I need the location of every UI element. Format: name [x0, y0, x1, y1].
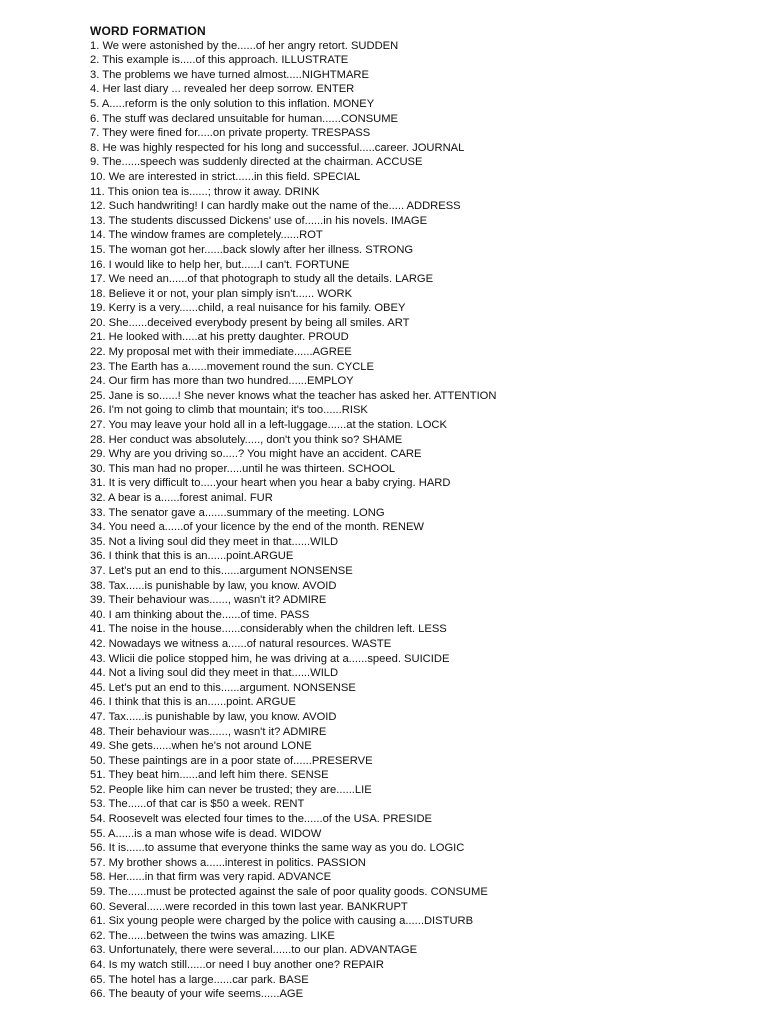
exercise-item: 32. A bear is a......forest animal. FUR — [90, 492, 273, 504]
exercise-item: 22. My proposal met with their immediate......AGREE — [90, 346, 352, 359]
exercise-item: 52. People like him can never be trusted; they are......LIE — [90, 783, 372, 796]
exercise-item: 54. Roosevelt was elected four times to the......of the USA. PRESIDE — [90, 813, 432, 826]
exercise-item: 5. A.....reform is the only solution to this inflation. MONEY — [90, 97, 375, 110]
exercise-item: 43. Wlicii die police stopped him, he was driving at a......speed. SUICIDE — [90, 652, 450, 665]
exercise-item: 1. We were astonished by the......of her angry retort. SUDDEN — [90, 39, 399, 52]
page-title: WORD FORMATION — [90, 24, 206, 38]
exercise-item: 18. Believe it or not, your plan simply isn't...... WORK — [90, 287, 353, 300]
exercise-item: 45. Let's put an end to this......argument. NONSENSE — [90, 681, 356, 694]
exercise-item: 37. Let's put an end to this......argument NONSENSE — [90, 564, 353, 577]
exercise-item: 40. I am thinking about the......of time. PASS — [90, 608, 310, 621]
exercise-item: 58. Her......in that firm was very rapid. ADVANCE — [90, 871, 332, 884]
exercise-item: 16. I would like to help her, but......I can't. FORTUNE — [90, 258, 350, 271]
exercise-item: 3. The problems we have turned almost.....NIGHTMARE — [90, 68, 369, 81]
exercise-item: 21. He looked with.....at his pretty daughter. PROUD — [90, 331, 349, 344]
exercise-item: 53. The......of that car is $50 a week. RENT — [90, 798, 305, 811]
exercise-item: 15. The woman got her......back slowly after her illness. STRONG — [90, 243, 414, 256]
exercise-item: 8. He was highly respected for his long and successful.....career. JOURNAL — [90, 141, 465, 154]
exercise-list — [90, 39, 750, 1002]
exercise-item: 27. You may leave your hold all in a left-luggage......at the station. LOCK — [90, 419, 447, 432]
exercise-item: 30. This man had no proper.....until he was thirteen. SCHOOL — [90, 462, 396, 475]
exercise-item: 50. These paintings are in a poor state of......PRESERVE — [90, 754, 373, 767]
exercise-item: 44. Not a living soul did they meet in that......WILD — [90, 667, 339, 680]
exercise-item: 65. The hotel has a large......car park. BASE — [90, 973, 309, 986]
exercise-item: 55. A......is a man whose wife is dead. WIDOW — [90, 827, 322, 840]
exercise-item: 63. Unfortunately, there were several......to our plan. ADVANTAGE — [90, 944, 418, 957]
worksheet — [90, 24, 750, 1002]
exercise-item: 41. The noise in the house......considerably when the children left. LESS — [90, 623, 447, 636]
exercise-item: 46. I think that this is an......point. ARGUE — [90, 696, 296, 709]
exercise-item: 35. Not a living soul did they meet in that......WILD — [90, 535, 339, 548]
exercise-item: 26. I'm not going to climb that mountain; it's too......RISK — [90, 404, 368, 417]
exercise-item: 23. The Earth has a......movement round the sun. CYCLE — [90, 360, 374, 373]
exercise-item: 4. Her last diary ... revealed her deep sorrow. ENTER — [90, 83, 355, 96]
exercise-item: 39. Their behaviour was......, wasn't it? ADMIRE — [90, 594, 327, 607]
exercise-item: 51. They beat him......and left him there. SENSE — [90, 769, 329, 782]
exercise-item: 38. Tax......is punishable by law, you know. AVOID — [90, 579, 337, 592]
exercise-item: 56. It is......to assume that everyone thinks the same way as you do. LOGIC — [90, 842, 465, 855]
exercise-item: 9. The......speech was suddenly directed at the chairman. ACCUSE — [90, 156, 423, 169]
exercise-item: 42. Nowadays we witness a......of natural resources. WASTE — [90, 637, 392, 650]
exercise-item: 59. The......must be protected against the sale of poor quality goods. CONSUME — [90, 886, 488, 899]
exercise-item: 49. She gets......when he's not around LONE — [90, 740, 312, 753]
exercise-item: 64. Is my watch still......or need I buy another one? REPAIR — [90, 959, 384, 971]
exercise-item: 12. Such handwriting! I can hardly make out the name of the..... ADDRESS — [90, 200, 461, 213]
exercise-item: 57. My brother shows a......interest in politics. PASSION — [90, 856, 366, 869]
exercise-item: 33. The senator gave a.......summary of the meeting. LONG — [90, 506, 385, 519]
exercise-item: 28. Her conduct was absolutely....., don't you think so? SHAME — [90, 433, 403, 446]
exercise-item: 7. They were fined for.....on private property. TRESPASS — [90, 127, 371, 140]
exercise-item: 19. Kerry is a very......child, a real nuisance for his family. OBEY — [90, 302, 406, 315]
exercise-item: 60. Several......were recorded in this town last year. BANKRUPT — [90, 900, 408, 913]
exercise-item: 31. It is very difficult to.....your heart when you hear a baby crying. HARD — [90, 477, 451, 490]
exercise-item: 62. The......between the twins was amazing. LIKE — [90, 929, 335, 942]
exercise-item: 14. The window frames are completely......ROT — [90, 229, 323, 242]
exercise-item: 29. Why are you driving so.....? You might have an accident. CARE — [90, 448, 422, 461]
exercise-item: 11. This onion tea is......; throw it away. DRINK — [90, 185, 320, 198]
exercise-item: 34. You need a......of your licence by the end of the month. RENEW — [90, 521, 424, 534]
exercise-item: 24. Our firm has more than two hundred......EMPLOY — [90, 375, 354, 388]
exercise-item: 6. The stuff was declared unsuitable for human......CONSUME — [90, 112, 399, 125]
exercise-item: 2. This example is.....of this approach. ILLUSTRATE — [90, 54, 349, 67]
exercise-item: 47. Tax......is punishable by law, you know. AVOID — [90, 710, 337, 723]
exercise-item: 25. Jane is so......! She never knows what the teacher has asked her. ATTENTION — [90, 389, 497, 402]
exercise-item: 13. The students discussed Dickens' use of......in his novels. IMAGE — [90, 214, 428, 227]
exercise-item: 17. We need an......of that photograph to study all the details. LARGE — [90, 273, 434, 286]
exercise-item: 36. I think that this is an......point.ARGUE — [90, 550, 294, 563]
exercise-item: 20. She......deceived everybody present by being all smiles. ART — [90, 316, 410, 329]
exercise-item: 66. The beauty of your wife seems......AGE — [90, 988, 304, 1001]
exercise-item: 10. We are interested in strict......in this field. SPECIAL — [90, 170, 361, 183]
exercise-item: 48. Their behaviour was......, wasn't it? ADMIRE — [90, 725, 327, 738]
exercise-item: 61. Six young people were charged by the police with causing a......DISTURB — [90, 915, 474, 928]
